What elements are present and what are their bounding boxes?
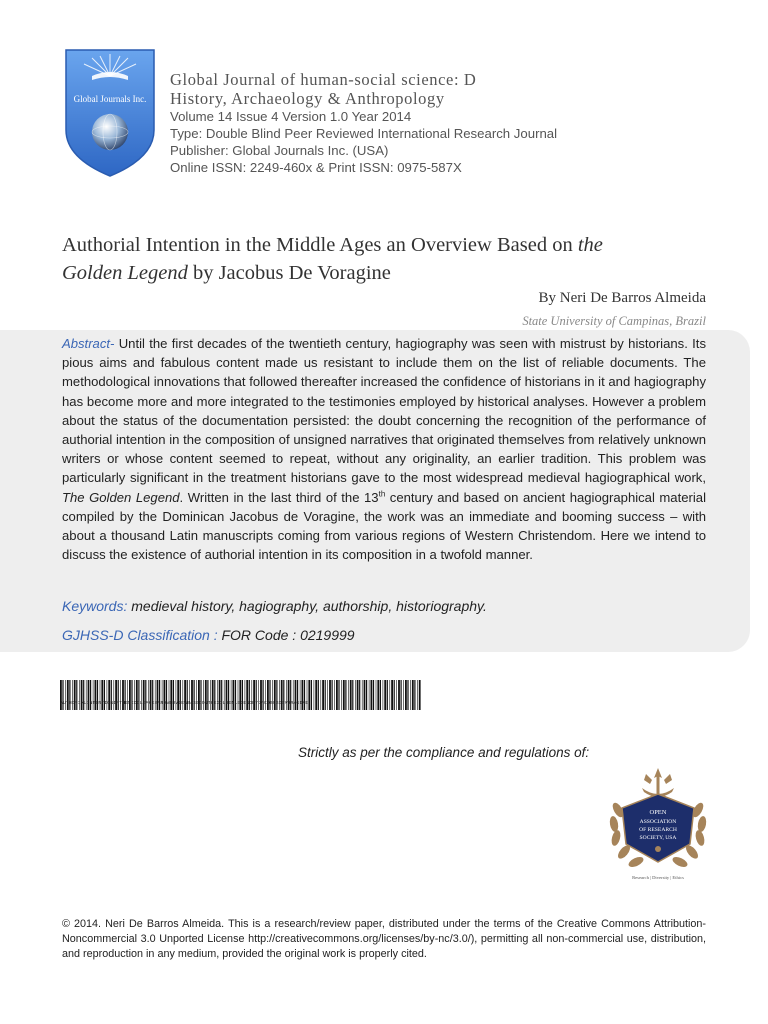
- abstract-label: Abstract-: [62, 336, 115, 351]
- global-journals-logo: [62, 46, 158, 178]
- abstract-work-title: The Golden Legend: [62, 489, 180, 505]
- affiliation: State University of Campinas, Brazil: [522, 314, 706, 328]
- compliance-note: Strictly as per the compliance and regulations of:: [298, 745, 590, 760]
- classification-label: GJHSS-D Classification :: [62, 627, 218, 643]
- keywords-value: medieval history, hagiography, authorship, historiography.: [127, 598, 487, 614]
- classification-value: FOR Code : 0219999: [217, 627, 355, 643]
- seal-line2: ASSOCIATION: [639, 819, 677, 825]
- abstract-sup: th: [378, 489, 386, 499]
- journal-type: Type: Double Blind Peer Reviewed International Research Journal: [170, 126, 558, 141]
- title-part2: by Jacobus De Voragine: [187, 262, 391, 284]
- logo-text: Global Journals Inc.: [73, 94, 147, 104]
- keywords-label: Keywords:: [62, 598, 128, 614]
- abstract: [62, 334, 706, 564]
- issn: Online ISSN: 2249-460x & Print ISSN: 0975-587X: [170, 160, 462, 175]
- barcode-text: AUTHORIALINTENTIONINTHEMIDDLEAGESANOVERVIEWBASEDONTHEGOLDENLEGENDBYJACOBUSDEVORAGINE: [60, 701, 309, 706]
- volume-info: Volume 14 Issue 4 Version 1.0 Year 2014: [170, 109, 412, 124]
- abstract-text3: century and based on ancient hagiographical material compiled by the Dominican Jacobus de Voragine, the work was an immediate and booming success – with about a thousand Latin manuscripts coming from various regions of Western Christendom. Here we intend to discuss the existence of authorial intention in its composition in a twofold manner.: [62, 489, 706, 563]
- title-italic1: the: [577, 234, 603, 256]
- classification: [62, 627, 355, 643]
- seal-line1: OPEN: [649, 809, 667, 816]
- title-part1: Authorial Intention in the Middle Ages an Overview Based on: [62, 234, 578, 256]
- keywords: [62, 598, 487, 614]
- seal-motto: Research | Diversity | Ethics: [632, 875, 684, 880]
- publisher: Publisher: Global Journals Inc. (USA): [170, 143, 389, 158]
- open-association-seal: [606, 766, 710, 884]
- title-italic2: Golden Legend: [62, 262, 188, 284]
- seal-line3: OF RESEARCH: [639, 827, 677, 833]
- abstract-text2: . Written in the last third of the 13: [179, 489, 379, 505]
- journal-name: Global Journal of human-social science: D: [170, 70, 477, 89]
- journal-section: History, Archaeology & Anthropology: [170, 89, 445, 108]
- author: By Neri De Barros Almeida: [538, 290, 706, 306]
- abstract-text1: Until the first decades of the twentieth century, hagiography was seen with mistrust by historians. Its pious aims and fabulous content made us resistant to include them on the list of reliable documents. The methodological innovations that followed thereafter increased the confidence of historians in it and hagiography has become more and more integrated to the testimonies employed by historical analyses. However a problem about the status of the documentation persisted: the doubt concerning the recognition of the performance of authorial intention in the composition of unsigned narratives that originated themselves from relatively unknown writers or whose content seemed to repeat, without any originality, an earlier tradition. This problem was particularly significant in the treatment historians gave to the most widespread medieval hagiographical work,: [62, 336, 706, 486]
- seal-line4: SOCIETY, USA: [639, 835, 677, 841]
- license-text: © 2014. Neri De Barros Almeida. This is a research/review paper, distributed under the terms of the Creative Commons Attribution-Noncommercial 3.0 Unported License http://creativecommons.org/licenses/by-nc/3.0/), permitting all non-commercial use, distribution, and reproduction in any medium, provided the original work is properly cited.: [62, 918, 706, 960]
- article-title: [62, 231, 712, 287]
